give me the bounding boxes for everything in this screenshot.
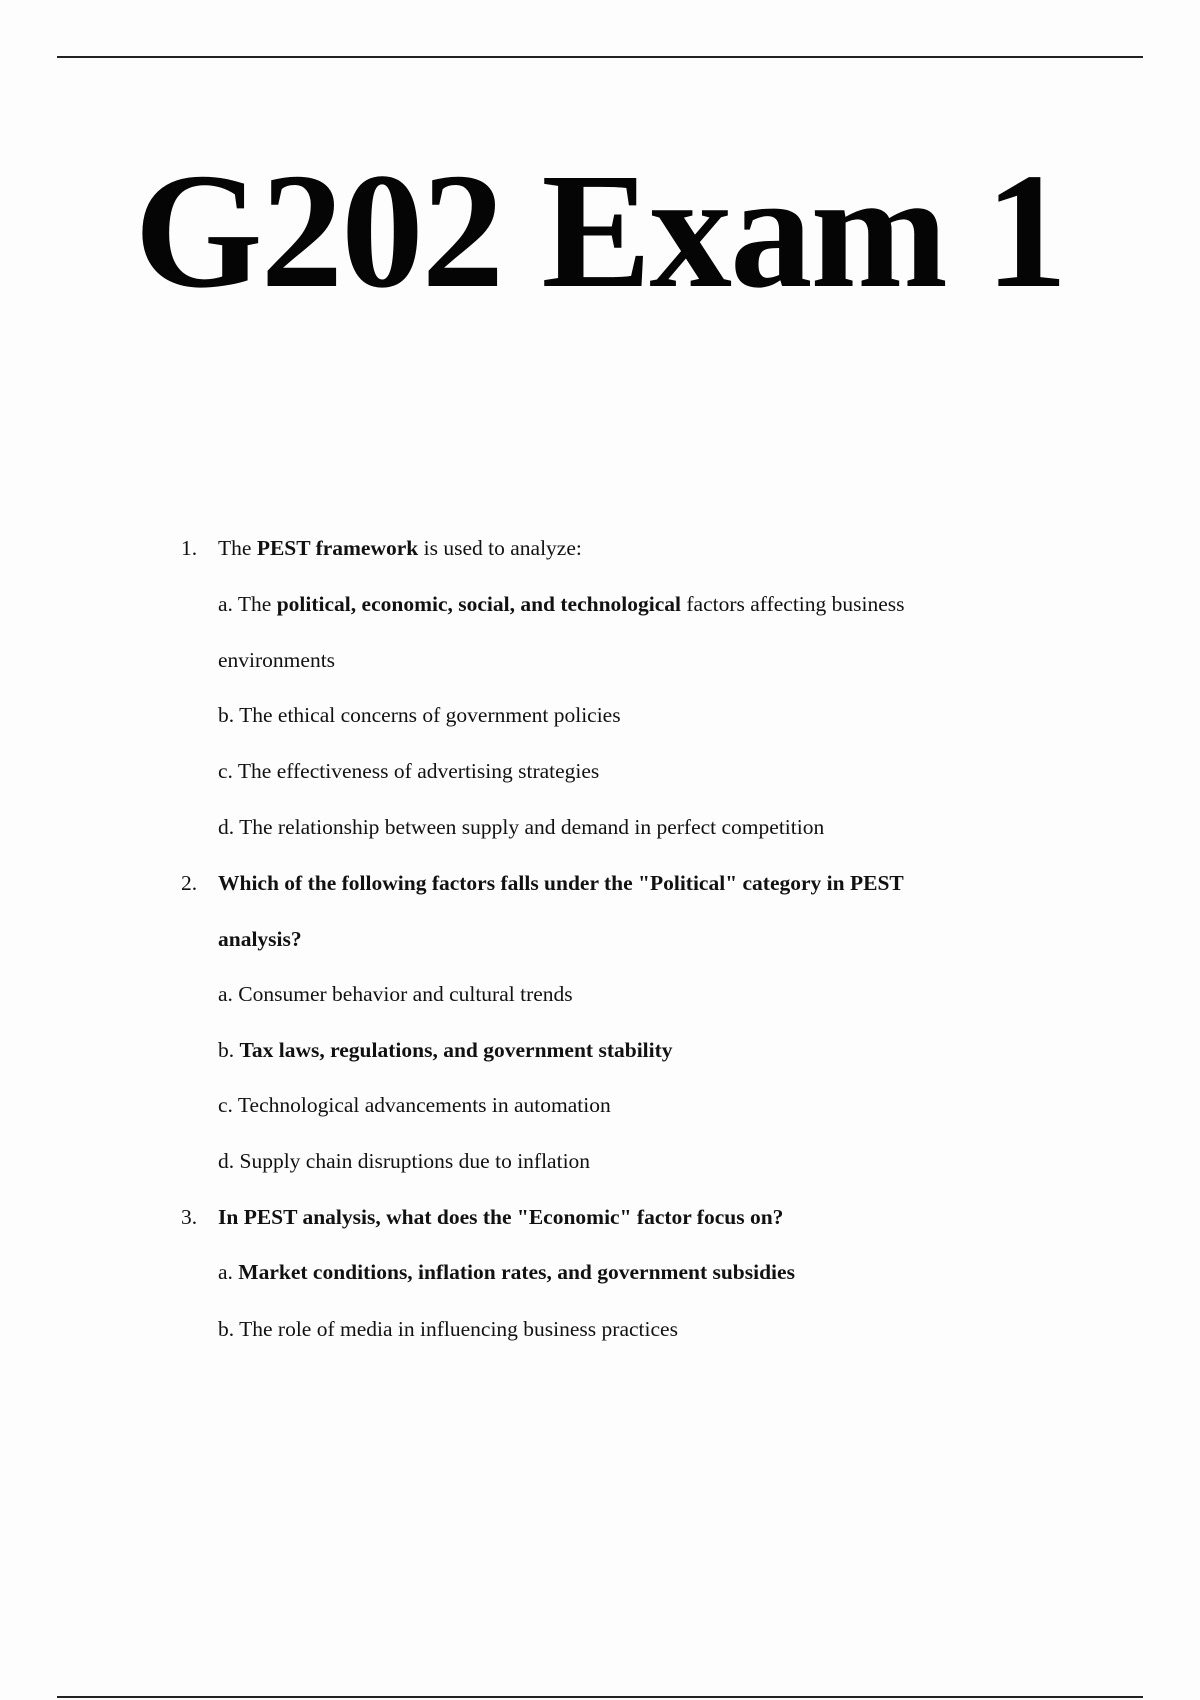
question-1-stem: The PEST framework is used to analyze: [218,536,582,560]
question-1-option-a: a. The political, economic, social, and technological factors affecting business [218,592,905,616]
question-1-option-d: d. The relationship between supply and demand in perfect competition [218,815,825,839]
question-3-number: 3. [181,1205,198,1229]
top-rule [57,56,1143,58]
question-3-option-b: b. The role of media in influencing business practices [218,1317,678,1341]
question-2-stem: Which of the following factors falls under the "Political" category in PEST [218,871,904,895]
question-1-option-a-continued: environments [218,648,336,672]
question-2-option-c: c. Technological advancements in automation [218,1093,611,1117]
question-2-number: 2. [181,871,198,895]
question-1-option-c: c. The effectiveness of advertising strategies [218,759,600,783]
question-2-option-d: d. Supply chain disruptions due to inflation [218,1149,591,1173]
question-1-option-b: b. The ethical concerns of government policies [218,703,621,727]
question-3-stem: In PEST analysis, what does the "Economic" factor focus on? [218,1205,784,1229]
page-title: G202 Exam 1 [134,139,1066,322]
question-1-number: 1. [181,536,198,560]
question-3-option-a: a. Market conditions, inflation rates, and government subsidies [218,1260,795,1284]
question-2-stem-continued: analysis? [218,927,302,951]
question-2-option-b: b. Tax laws, regulations, and government stability [218,1038,673,1062]
bottom-rule [57,1696,1143,1698]
question-2-option-a: a. Consumer behavior and cultural trends [218,982,573,1006]
